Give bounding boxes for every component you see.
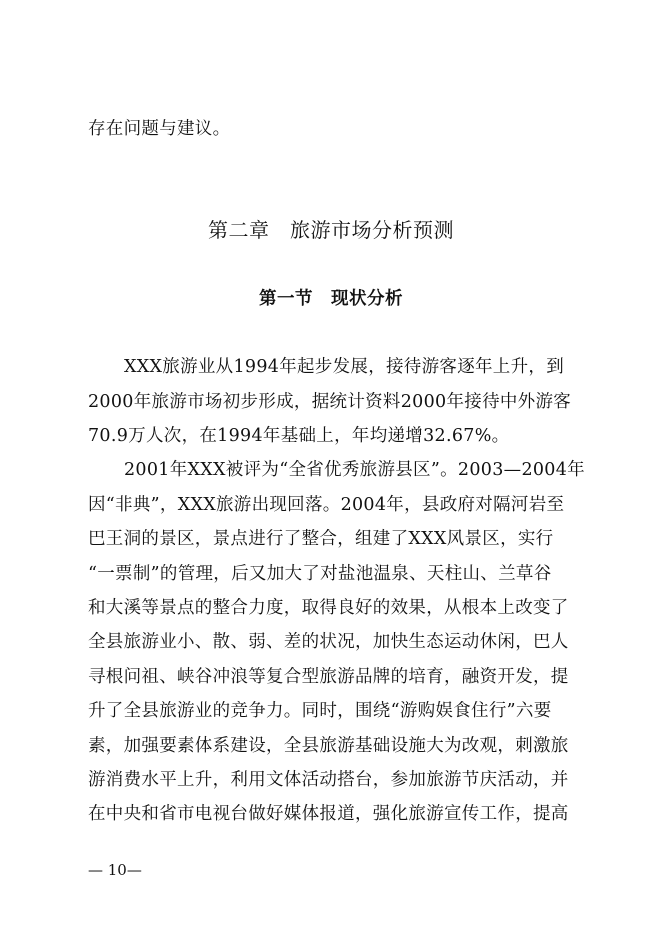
paragraph-line: 升了全县旅游业的竞争力。同时，围绕“游购娱食住行”六要 [88, 701, 552, 721]
paragraph-line: XXX旅游业从1994年起步发展，接待游客逐年上升，到 [124, 357, 565, 377]
paragraph-line: 巴王洞的景区，景点进行了整合，组建了XXX风景区，实行 [88, 529, 554, 549]
paragraph-line: “一票制”的管理，后又加大了对盐池温泉、天柱山、兰草谷 [88, 564, 552, 584]
paragraph-line: 2000年旅游市场初步形成，据统计资料2000年接待中外游客 [88, 392, 572, 412]
page-number: — 10— [88, 861, 142, 879]
paragraph-line: 70.9万人次，在1994年基础上，年均递增32.67%。 [88, 426, 510, 446]
chapter-title: 第二章 旅游市场分析预测 [208, 218, 454, 242]
paragraph-line: 因“非典”，XXX旅游出现回落。2004年，县政府对隔河岩至 [88, 495, 565, 515]
paragraph-line: 2001年XXX被评为“全省优秀旅游县区”。2003—2004年 [124, 460, 585, 480]
paragraph-line: 和大溪等景点的整合力度，取得良好的效果，从根本上改变了 [88, 598, 569, 618]
paragraph-line: 素，加强要素体系建设，全县旅游基础设施大为改观，刺激旅 [88, 736, 569, 756]
paragraph-line: 全县旅游业小、散、弱、差的状况，加快生态运动休闲，巴人 [88, 632, 569, 652]
paragraph-line: 寻根问祖、峡谷冲浪等复合型旅游品牌的培育，融资开发，提 [88, 667, 569, 687]
section-title: 第一节 现状分析 [259, 289, 403, 309]
paragraph-line: 在中央和省市电视台做好媒体报道，强化旅游宣传工作，提高 [88, 804, 569, 824]
lead-line: 存在问题与建议。 [88, 119, 231, 139]
paragraph-line: 游消费水平上升，利用文体活动搭台，参加旅游节庆活动，并 [88, 770, 569, 790]
